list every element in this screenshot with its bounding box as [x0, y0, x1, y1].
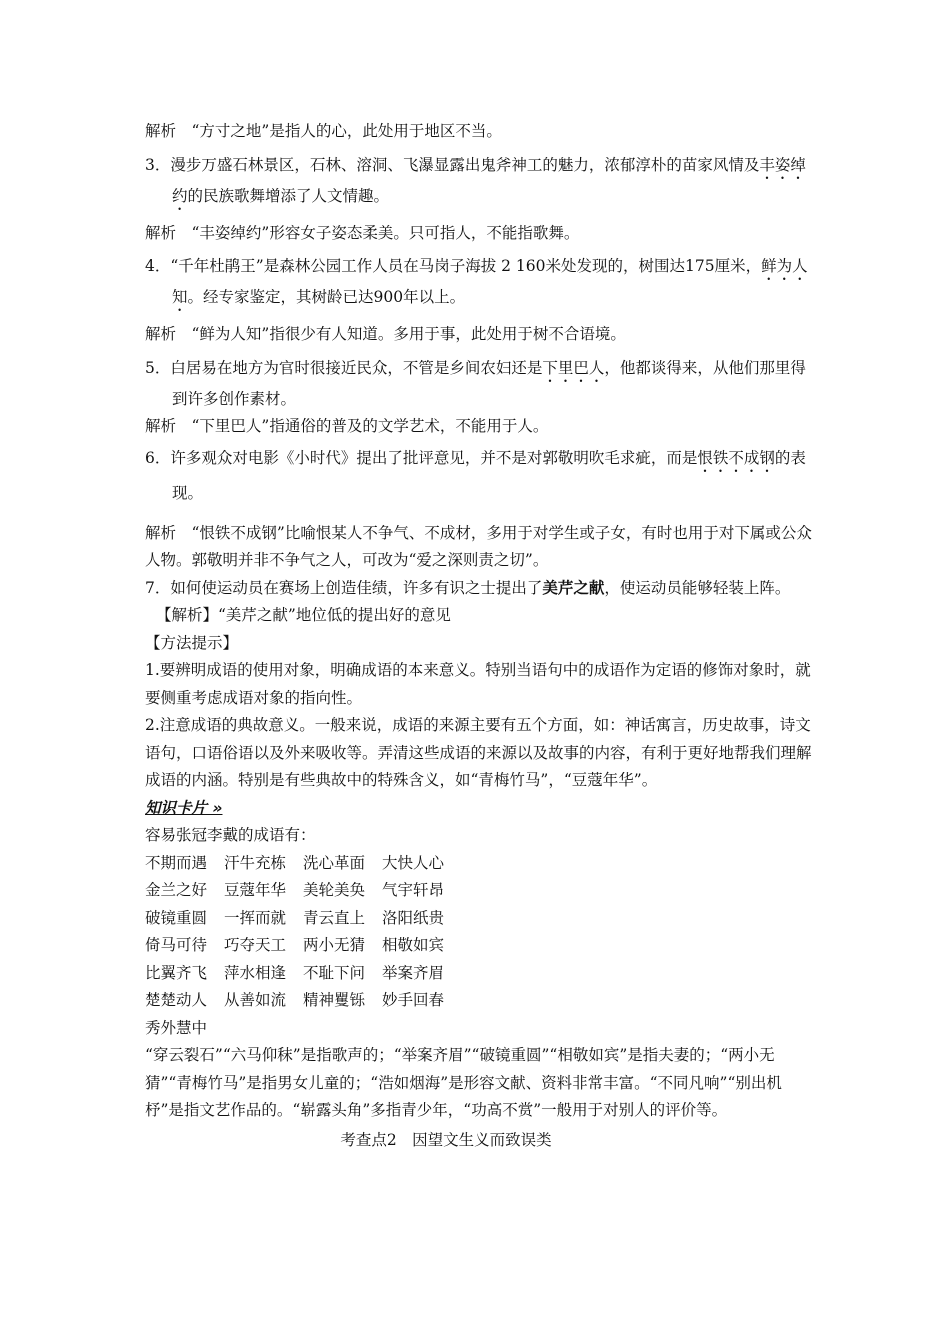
dotted-idiom: 鲜为人知 — [172, 257, 808, 306]
idiom-row: 破镜重圆 一挥而就 青云直上 洛阳纸贵 — [145, 908, 445, 927]
document-content — [145, 118, 817, 1154]
dotted-idiom: 丰姿绰约 — [172, 155, 806, 205]
question-6: 6．许多观众对电影《小时代》提出了批评意见，并不是对郭敬明吹毛求疵，而是恨铁不成钢的表现。 — [145, 448, 806, 502]
answer-4: 解析 “鲜为人知”指很少有人知道。多用于事，此处用于树不合语境。 — [145, 325, 626, 343]
question-3: 3．漫步万盛石林景区，石林、溶洞、飞瀑显露出鬼斧神工的魅力，浓郁淳朴的苗家风情及丰姿绰约的民族歌舞增添了人文情趣。 — [145, 155, 806, 205]
answer-3: 解析 “丰姿绰约”形容女子姿态柔美。只可指人，不能指歌舞。 — [145, 223, 580, 242]
next-section-title: 考查点2 因望文生义而致误类 — [340, 1130, 552, 1149]
bold-idiom: 美芹之献 — [542, 578, 605, 597]
dotted-idiom: 下里巴人 — [542, 358, 605, 377]
idiom-row: 不期而遇 汗牛充栋 洗心革面 大快人心 — [145, 853, 445, 872]
question-4: 4．“千年杜鹃王”是森林公园工作人员在马岗子海拔 2 160米处发现的，树围达175厘米，鲜为人知。经专家鉴定，其树龄已达900年以上。 — [145, 257, 808, 306]
knowledge-card-note: “穿云裂石”“六马仰秣”是指歌声的；“举案齐眉”“破镜重圆”“相敬如宾”是指夫妻的；“两小无猜”“青梅竹马”是指男女儿童的；“浩如烟海”是形容文献、资料非常丰富。“不同凡响”“别出机杼”是指文艺作品的。“崭露头角”多指青少年，“功高不赏”一般用于对别人的评价等。 — [145, 1046, 782, 1119]
idiom-row: 金兰之好 豆蔻年华 美轮美奂 气宇轩昂 — [145, 881, 445, 899]
idiom-list — [145, 850, 817, 1043]
question-5: 5．白居易在地方为官时很接近民众，不管是乡间农妇还是下里巴人，他都谈得来，从他们那里得到许多创作素材。 — [145, 358, 806, 408]
idiom-row: 秀外慧中 — [145, 1018, 208, 1037]
idiom-row: 比翼齐飞 萍水相逢 不耻下问 举案齐眉 — [145, 963, 445, 982]
answer-6: 解析 “恨铁不成钢”比喻恨某人不争气、不成材，多用于对学生或子女，有时也用于对下属或公众人物。郭敬明并非不争气之人，可改为“爱之深则责之切”。 — [145, 523, 812, 569]
method-tip-2: 2.注意成语的典故意义。一般来说，成语的来源主要有五个方面，如：神话寓言，历史故事，诗文语句，口语俗语以及外来吸收等。弄清这些成语的来源以及故事的内容，有利于更好地帮我们理解成语的内涵。特别是有些典故中的特殊含义，如“青梅竹马”，“豆蔻年华”。 — [145, 716, 812, 789]
idiom-row: 楚楚动人 从善如流 精神矍铄 妙手回春 — [145, 991, 445, 1009]
knowledge-card-title: 知识卡片 » — [145, 798, 223, 817]
method-tips-title: 【方法提示】 — [145, 633, 239, 652]
method-tip-1: 1.要辨明成语的使用对象，明确成语的本来意义。特别当语句中的成语作为定语的修饰对象时，就要侧重考虑成语对象的指向性。 — [145, 661, 811, 707]
answer-2: 解析 “方寸之地”是指人的心，此处用于地区不当。 — [145, 122, 502, 140]
dotted-idiom: 恨铁不成钢 — [697, 448, 775, 467]
answer-7: 【解析】“美芹之献”地位低的提出好的意见 — [156, 606, 451, 624]
idiom-row: 倚马可待 巧夺天工 两小无猜 相敬如宾 — [145, 936, 445, 954]
knowledge-card-intro: 容易张冠李戴的成语有： — [145, 826, 316, 844]
question-7: 7．如何使运动员在赛场上创造佳绩，许多有识之士提出了美芹之献，使运动员能够轻装上阵。 — [145, 578, 791, 597]
answer-5: 解析 “下里巴人”指通俗的普及的文学艺术，不能用于人。 — [145, 417, 549, 435]
